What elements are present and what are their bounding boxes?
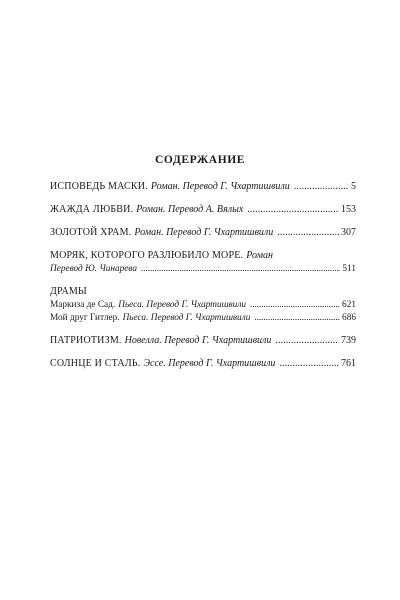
table-of-contents (50, 180, 356, 380)
toc-entry-description: Роман. Перевод Г. Чхартишвили (150, 181, 290, 192)
toc-section-dramas (50, 285, 356, 325)
toc-entry-title: ЖАЖДА ЛЮБВИ. (50, 204, 134, 215)
toc-entry-title: ИСПОВЕДЬ МАСКИ. (50, 181, 148, 192)
dot-leader (247, 203, 339, 217)
toc-entry-title: Мой друг Гитлер. (50, 313, 120, 323)
toc-subentry-my-friend-hitler (50, 312, 356, 325)
toc-entry-sailor-who-fell-from-grace (50, 249, 356, 276)
toc-entry-thirst-for-love (50, 203, 356, 217)
dot-leader (277, 226, 339, 240)
toc-entry-translator: Перевод Ю. Чинарева (50, 264, 138, 274)
dot-leader (275, 334, 339, 348)
toc-entry-sun-and-steel (50, 357, 356, 371)
toc-entry-page: 686 (342, 313, 356, 323)
toc-entry-page: 307 (341, 227, 356, 238)
toc-entry-page: 621 (342, 300, 356, 310)
dot-leader (279, 357, 339, 371)
toc-entry-description: Пьеса. Перевод Г. Чхартишвили (122, 313, 251, 323)
toc-entry-page: 153 (341, 204, 356, 215)
toc-entry-description: Роман. Перевод Г. Чхартишвили (134, 227, 274, 238)
toc-subentry-madame-de-sade (50, 299, 356, 312)
toc-entry-page: 761 (341, 358, 356, 369)
toc-entry-description: Новелла. Перевод Г. Чхартишвили (124, 335, 272, 346)
dot-leader (294, 180, 349, 194)
toc-entry-golden-temple (50, 226, 356, 240)
toc-entry-description: Пьеса. Перевод Г. Чхартишвили (118, 300, 247, 310)
toc-entry-title: СОЛНЦЕ И СТАЛЬ. (50, 358, 141, 369)
toc-entry-page: 5 (351, 181, 356, 192)
toc-entry-title: Маркиза де Сад. (50, 300, 116, 310)
toc-entry-page: 739 (341, 335, 356, 346)
toc-entry-confession-of-a-mask (50, 180, 356, 194)
toc-section-title: ДРАМЫ (50, 286, 87, 297)
toc-entry-title: ЗОЛОТОЙ ХРАМ. (50, 227, 132, 238)
toc-entry-description: Роман. Перевод А. Вялых (136, 204, 244, 215)
toc-entry-title: МОРЯК, КОТОРОГО РАЗЛЮБИЛО МОРЕ. (50, 250, 244, 261)
dot-leader (250, 299, 340, 312)
dot-leader (254, 312, 340, 325)
toc-entry-page: 511 (342, 264, 356, 274)
toc-entry-title: ПАТРИОТИЗМ. (50, 335, 122, 346)
toc-entry-description: Эссе. Перевод Г. Чхартишвили (143, 358, 276, 369)
dot-leader (141, 263, 340, 276)
toc-entry-patriotism (50, 334, 356, 348)
toc-title: СОДЕРЖАНИЕ (154, 154, 246, 166)
toc-entry-description: Роман (246, 250, 273, 261)
